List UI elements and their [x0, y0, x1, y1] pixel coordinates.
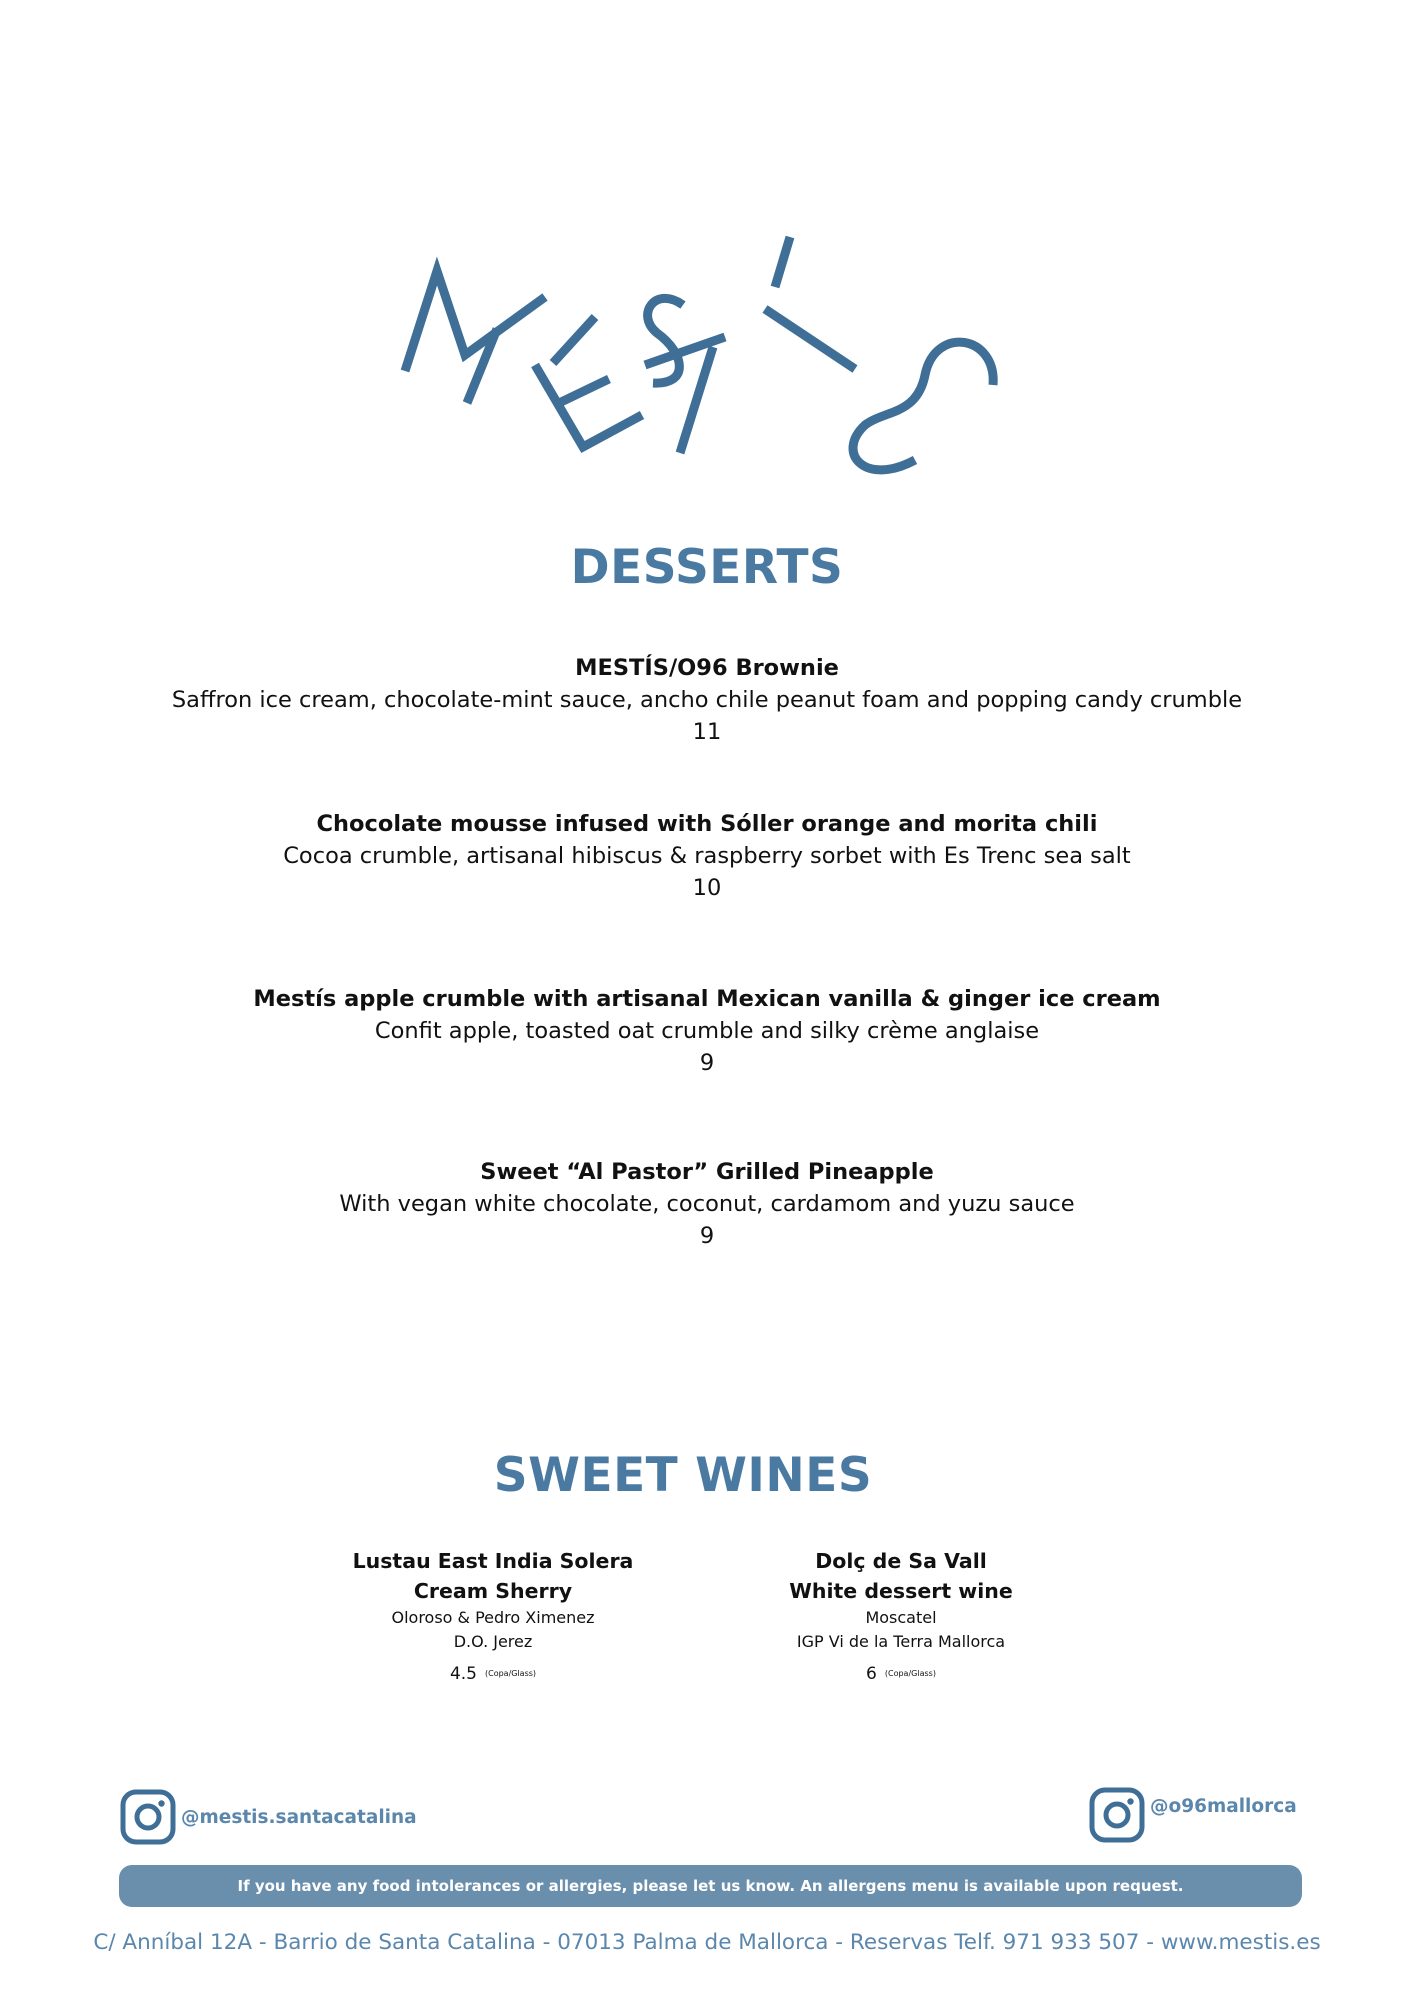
logo-letter-s — [648, 298, 683, 383]
wine-price-row — [721, 1662, 1081, 1686]
dish-description: Saffron ice cream, chocolate-mint sauce, ancho chile peanut foam and popping candy crumble — [171, 687, 1243, 713]
instagram-icon — [1088, 1786, 1146, 1844]
logo-letter-e — [535, 317, 642, 447]
dish-price: 9 — [699, 1223, 715, 1249]
wine-grape: Oloroso & Pedro Ximenez — [391, 1608, 595, 1627]
dish-item — [0, 652, 1414, 748]
allergy-notice: If you have any food intolerances or allergies, please let us know. An allergens menu is available upon request. — [119, 1865, 1302, 1907]
wine-price: 6 — [866, 1664, 877, 1684]
instagram-link-left[interactable] — [119, 1788, 417, 1846]
desserts-title: DESSERTS — [570, 540, 844, 595]
wine-name-line1: Dolç de Sa Vall — [815, 1549, 987, 1573]
instagram-link-right[interactable] — [1088, 1786, 1297, 1844]
wine-unit: (Copa/Glass) — [884, 1669, 936, 1678]
wine-name-line1: Lustau East India Solera — [352, 1549, 634, 1573]
wine-price-row — [313, 1662, 673, 1686]
dish-price: 11 — [692, 719, 722, 745]
dish-name: Sweet “Al Pastor” Grilled Pineapple — [480, 1159, 934, 1185]
dish-item — [0, 808, 1414, 904]
dish-item — [0, 983, 1414, 1079]
dish-item — [0, 1156, 1414, 1252]
wine-unit: (Copa/Glass) — [484, 1669, 537, 1678]
footer-address: C/ Anníbal 12A - Barrio de Santa Catalina - 07013 Palma de Mallorca - Reservas Telf. 971 933 507 - www.mestis.es — [93, 1930, 1321, 1955]
logo-letter-t — [645, 337, 725, 453]
instagram-handle: @o96mallorca — [1150, 1796, 1297, 1817]
dish-price: 9 — [699, 1050, 715, 1076]
logo-letter-s2 — [853, 342, 993, 470]
dish-name: MESTÍS/O96 Brownie — [575, 655, 839, 681]
wine-name-line2: Cream Sherry — [413, 1579, 573, 1603]
logo-letter-m — [405, 271, 545, 403]
dish-description: With vegan white chocolate, coconut, cardamom and yuzu sauce — [339, 1191, 1075, 1217]
wine-origin: D.O. Jerez — [453, 1632, 533, 1651]
wine-name-line2: White dessert wine — [789, 1579, 1013, 1603]
dish-price: 10 — [692, 875, 722, 901]
instagram-handle: @mestis.santacatalina — [181, 1806, 417, 1828]
dish-name: Mestís apple crumble with artisanal Mexican vanilla & ginger ice cream — [253, 986, 1161, 1012]
dish-name: Chocolate mousse infused with Sóller orange and morita chili — [316, 811, 1098, 837]
instagram-icon — [119, 1788, 177, 1846]
sweet-wines-title: SWEET WINES — [493, 1448, 873, 1503]
wine-price: 4.5 — [449, 1664, 477, 1684]
wine-grape: Moscatel — [865, 1608, 937, 1627]
wine-item — [313, 1546, 673, 1686]
dish-description: Cocoa crumble, artisanal hibiscus & raspberry sorbet with Es Trenc sea salt — [283, 843, 1131, 869]
mestis-logo — [395, 225, 1035, 475]
wine-item — [721, 1546, 1081, 1686]
wine-origin: IGP Vi de la Terra Mallorca — [796, 1632, 1006, 1651]
dish-description: Confit apple, toasted oat crumble and silky crème anglaise — [374, 1018, 1040, 1044]
logo-letter-i — [765, 237, 855, 369]
